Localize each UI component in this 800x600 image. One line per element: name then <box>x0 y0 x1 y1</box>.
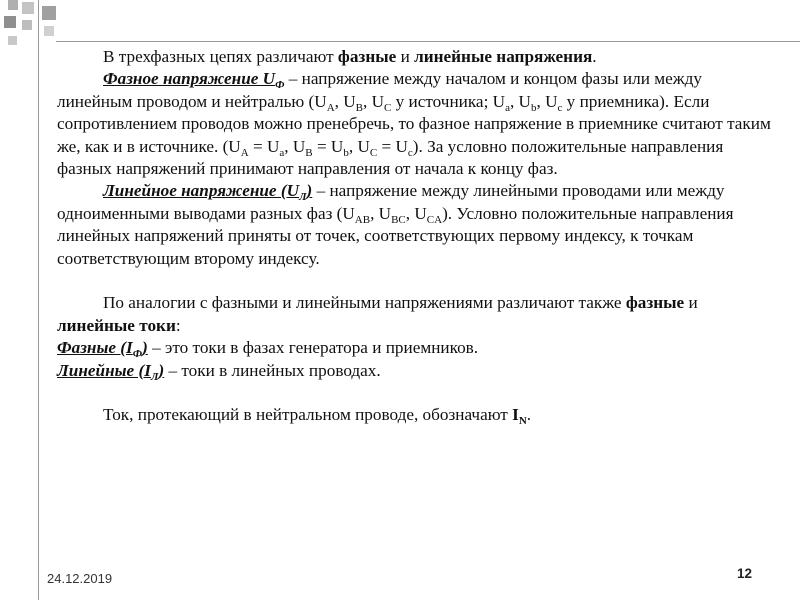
footer-date: 24.12.2019 <box>47 571 113 586</box>
deco-square <box>22 20 32 30</box>
term-phase-currents: фазные <box>625 293 685 313</box>
paragraph-currents: По аналогии с фазными и линейными напряжениями различают также фазные и линейные токи: <box>57 293 698 335</box>
paragraph-phase-voltage: Фазное напряжение $U_Ф$ – напряжение между началом и концом фазы или между линейным проводом и нейтралью ($U_A$, $U_B$, $U_C$ у источника; $U_a$, $U_b$, $U_c$ у приемника). Если сопротивлением проводов можно пренебречь, то фазное напряжение в приемнике считают таким же, как и в источнике. ($U_A = U_a$, $U_B = U_b$, $U_C = U_c$). За условно положительные направления фазных напряжений принимают направления от начала к концу фаз. <box>57 69 771 179</box>
paragraph-neutral-current: Ток, протекающий в нейтральном проводе, обозначают $I_N$. <box>103 405 532 428</box>
text: и <box>396 47 415 66</box>
term-line-currents-def: Линейные $(I_Л)$ <box>57 360 165 383</box>
paragraph-phase-currents: Фазные $(I_Ф)$ – это токи в фазах генератора и приемников. <box>57 338 479 361</box>
term-line-voltages: линейные напряжения <box>414 47 593 66</box>
spacer <box>57 270 777 292</box>
term-line-voltage: Линейное напряжение $(U_Л)$ <box>103 181 313 204</box>
page-number: 12 <box>736 566 752 581</box>
deco-square <box>22 2 34 14</box>
header-rule <box>56 41 800 42</box>
neutral-current-symbol: $I_N$ <box>512 405 527 428</box>
paragraph-intro <box>57 46 777 68</box>
term-line-currents: линейные токи <box>57 315 176 335</box>
paragraph-line-voltage: Линейное напряжение $(U_Л)$ – напряжение между линейными проводами или между одноименными выводами разных фаз ($U_{AB}$, $U_{BC}$, $U_{CA}$). Условно положительные направления линейных напряжений приняты от точек, соответствующих первому индексу, к точкам соответствующим второму индексу. <box>57 181 734 268</box>
side-rule <box>38 0 39 600</box>
paragraph-line-currents: Линейные $(I_Л)$ – токи в линейных проводах. <box>57 360 381 383</box>
spacer <box>57 382 777 404</box>
deco-square <box>44 26 54 36</box>
deco-square <box>4 16 16 28</box>
text: . <box>592 47 597 66</box>
text: В трехфазных цепях различают <box>103 47 338 66</box>
term-phase: фазные <box>337 47 397 66</box>
deco-square <box>42 6 56 20</box>
term-phase-voltage: Фазное напряжение $U_Ф$ <box>103 69 285 92</box>
term-phase-currents-def: Фазные $(I_Ф)$ <box>57 338 148 361</box>
deco-square <box>8 36 17 45</box>
deco-square <box>8 0 18 10</box>
slide-body <box>57 46 777 427</box>
